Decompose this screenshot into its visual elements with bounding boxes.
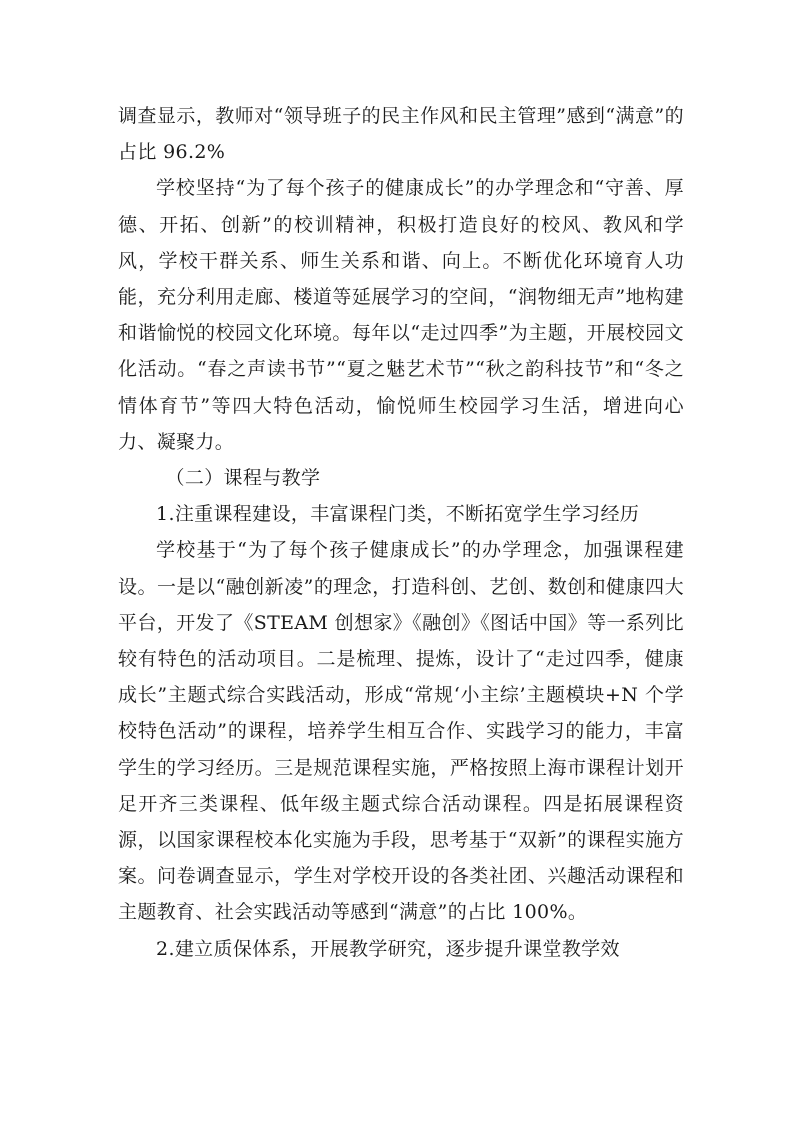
paragraph-teacher-survey: 调查显示，教师对“领导班子的民主作风和民主管理”感到“满意”的占比 96.2%	[118, 105, 684, 164]
paragraph-curriculum-details: 学校基于“为了每个孩子健康成长”的办学理念，加强课程建设。一是以“融创新凌”的理念，打造科创、艺创、数创和健康四大平台，开发了《STEAM 创想家》《融创》《图话中国》等一系列比较有特色的活动项目。二是梳理、提炼，设计了“走过四季，健康成长”主题式综合实践活动，形成“常规‘小主综’主题模块+N 个学校特色活动”的课程，培养学生相互合作、实践学习的能力，丰富学生的学习经历。三是规范课程实施，严格按照上海市课程计划开足开齐三类课程、低年级主题式综合活动课程。四是拓展课程资源，以国家课程校本化实施为手段，思考基于“双新”的课程实施方案。问卷调查显示，学生对学校开设的各类社团、兴趣活动课程和主题教育、社会实践活动等感到“满意”的占比 100%。	[118, 539, 684, 924]
section-heading-curriculum-teaching: （二）课程与教学	[165, 467, 321, 490]
document-body	[118, 98, 684, 967]
subheading-quality-system: 2.建立质保体系，开展教学研究，逐步提升课堂教学效	[156, 937, 620, 960]
subheading-curriculum-construction: 1.注重课程建设，丰富课程门类，不断拓宽学生学习经历	[156, 503, 640, 526]
paragraph-school-culture: 学校坚持“为了每个孩子的健康成长”的办学理念和“守善、厚德、开拓、创新”的校训精神，积极打造良好的校风、教风和学风，学校干群关系、师生关系和谐、向上。不断优化环境育人功能，充分利用走廊、楼道等延展学习的空间，“润物细无声”地构建和谐愉悦的校园文化环境。每年以“走过四季”为主题，开展校园文化活动。“春之声读书节”“夏之魅艺术节”“秋之韵科技节”和“冬之情体育节”等四大特色活动，愉悦师生校园学习生活，增进向心力、凝聚力。	[118, 177, 684, 453]
